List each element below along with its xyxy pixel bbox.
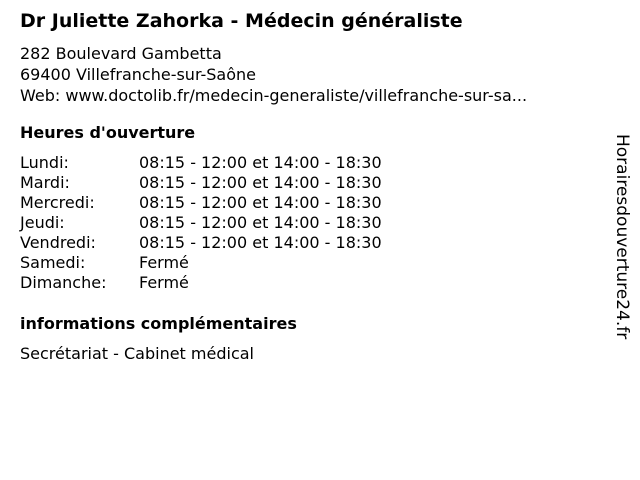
hours-day: Samedi: [20, 253, 86, 272]
hours-time: Fermé [139, 273, 189, 292]
hours-day: Mercredi: [20, 193, 95, 212]
site-watermark: Horairesdouverture24.fr [612, 134, 632, 340]
hours-day: Lundi: [20, 153, 69, 172]
opening-hours-heading: Heures d'ouverture [20, 123, 196, 142]
website-link[interactable]: Web: www.doctolib.fr/medecin-generaliste/villefranche-sur-sa... [20, 86, 528, 105]
additional-info-text: Secrétariat - Cabinet médical [20, 344, 254, 363]
address-street: 282 Boulevard Gambetta [20, 44, 222, 63]
address-block [20, 43, 527, 106]
hours-time: 08:15 - 12:00 et 14:00 - 18:30 [139, 173, 382, 192]
hours-time: 08:15 - 12:00 et 14:00 - 18:30 [139, 153, 382, 172]
hours-day: Mardi: [20, 173, 70, 192]
address-city: 69400 Villefranche-sur-Saône [20, 65, 257, 84]
hours-time: 08:15 - 12:00 et 14:00 - 18:30 [139, 213, 382, 232]
hours-time: Fermé [139, 253, 189, 272]
page-title: Dr Juliette Zahorka - Médecin généraliste [20, 10, 463, 32]
hours-day: Vendredi: [20, 233, 96, 252]
hours-time: 08:15 - 12:00 et 14:00 - 18:30 [139, 233, 382, 252]
hours-day: Dimanche: [20, 273, 107, 292]
additional-info-heading: informations complémentaires [20, 314, 297, 333]
hours-time: 08:15 - 12:00 et 14:00 - 18:30 [139, 193, 382, 212]
hours-day: Jeudi: [20, 213, 65, 232]
